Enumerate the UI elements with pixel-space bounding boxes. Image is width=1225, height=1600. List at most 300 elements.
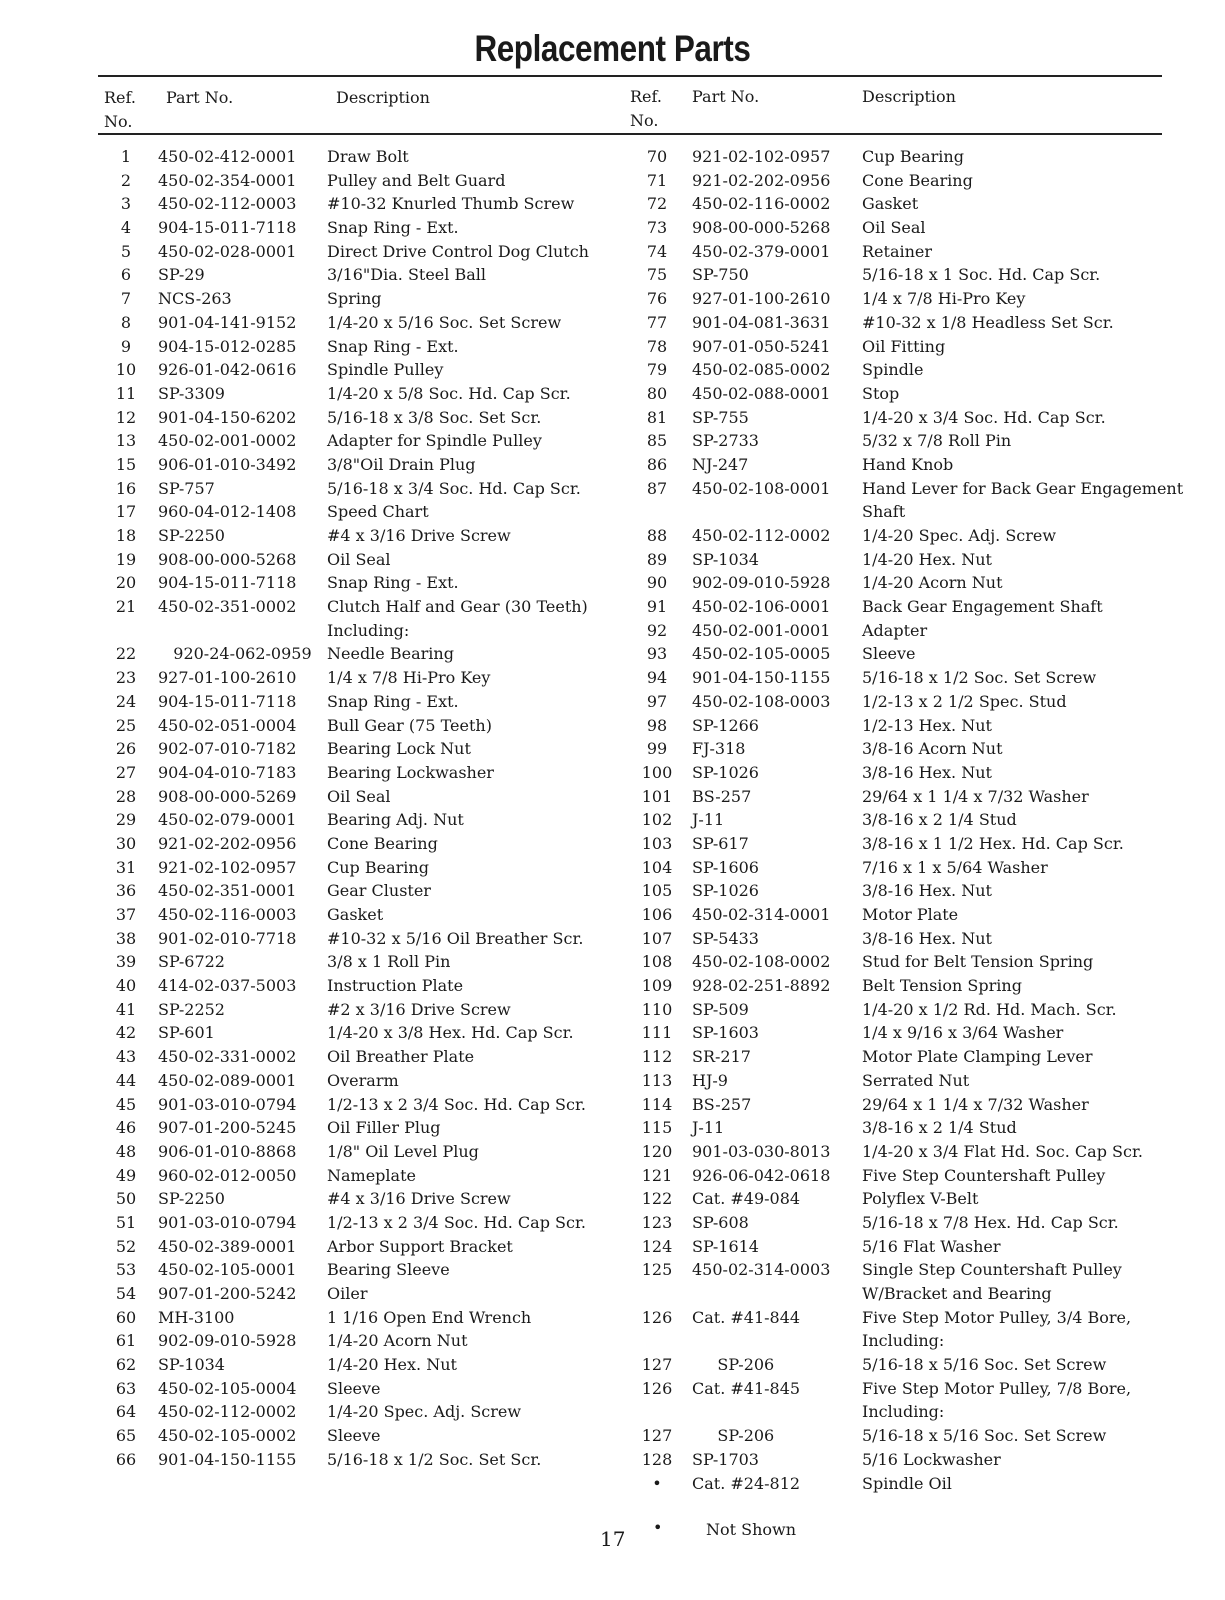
part-number: 450-02-001-0002: [158, 431, 297, 451]
table-row: [106, 690, 616, 714]
part-number: J-11: [692, 1118, 725, 1138]
part-description: Retainer: [862, 241, 933, 261]
ref-number: 81: [646, 407, 668, 427]
part-number: 904-04-010-7183: [158, 762, 297, 782]
ref-number: 114: [641, 1094, 673, 1114]
part-description: Bearing Adj. Nut: [327, 810, 464, 830]
part-description: 1/4-20 Acorn Nut: [327, 1331, 468, 1351]
part-number: 926-01-042-0616: [158, 360, 297, 380]
part-description: Bull Gear (75 Teeth): [327, 715, 492, 735]
ref-number: 101: [641, 786, 673, 806]
table-row: [634, 619, 1194, 643]
ref-number: 80: [646, 383, 668, 403]
part-number: 450-02-314-0001: [692, 905, 831, 924]
part-description: Cone Bearing: [862, 170, 973, 190]
ref-number: 60: [115, 1307, 137, 1327]
ref-number: 31: [115, 857, 137, 877]
table-row: [634, 927, 1194, 951]
table-row: [106, 1448, 616, 1472]
part-number: MH-3100: [158, 1307, 235, 1327]
part-number: 927-01-100-2610: [692, 289, 831, 309]
part-number: 960-04-012-1408: [158, 502, 297, 522]
part-number: SP-1703: [692, 1449, 759, 1469]
part-description: Cup Bearing: [327, 857, 429, 877]
ref-number: 106: [641, 905, 673, 924]
part-number: 450-02-105-0001: [158, 1260, 297, 1280]
table-row: [106, 145, 616, 169]
part-number: 921-02-102-0957: [692, 147, 831, 166]
ref-number: •: [652, 1473, 662, 1493]
table-row: [106, 1377, 616, 1401]
part-description: Arbor Support Bracket: [327, 1236, 513, 1256]
part-description: Bearing Lock Nut: [327, 739, 471, 759]
part-description: Including:: [327, 620, 410, 640]
part-description: 1/2-13 x 2 3/4 Soc. Hd. Cap Scr.: [327, 1094, 586, 1114]
part-description: 1/4 x 9/16 x 3/64 Washer: [862, 1023, 1064, 1043]
ref-number: 109: [641, 976, 673, 996]
table-row: [106, 1258, 616, 1282]
part-number: 450-02-379-0001: [692, 241, 831, 261]
ref-label: Ref.: [104, 88, 136, 107]
part-description: 1 1/16 Open End Wrench: [327, 1307, 532, 1327]
part-number: SP-1614: [692, 1236, 759, 1256]
table-row: [106, 1187, 616, 1211]
table-row: [634, 524, 1194, 548]
table-row: [106, 1045, 616, 1069]
ref-number: 20: [115, 573, 137, 593]
part-description: 29/64 x 1 1/4 x 7/32 Washer: [862, 786, 1089, 806]
ref-number: 2: [120, 170, 132, 190]
part-description: 7/16 x 1 x 5/64 Washer: [862, 857, 1048, 877]
ref-number: 37: [115, 905, 137, 924]
part-description: 1/2-13 x 2 1/2 Spec. Stud: [862, 691, 1067, 711]
ref-number: 16: [115, 478, 137, 498]
part-description: 5/16-18 x 1/2 Soc. Set Scr.: [327, 1449, 542, 1469]
part-number: 908-00-000-5268: [692, 218, 831, 238]
table-row: [634, 358, 1194, 382]
part-description: 5/16-18 x 3/4 Soc. Hd. Cap Scr.: [327, 478, 581, 498]
table-row: [634, 1116, 1194, 1140]
table-row: [106, 169, 616, 193]
ref-number: 127: [641, 1355, 673, 1375]
table-row: [634, 1093, 1194, 1117]
ref-number: 6: [120, 265, 132, 285]
part-description: 3/8-16 x 1 1/2 Hex. Hd. Cap Scr.: [862, 833, 1124, 853]
part-description: Instruction Plate: [327, 976, 464, 996]
ref-number: 112: [641, 1047, 673, 1067]
part-number: 904-15-011-7118: [158, 691, 297, 711]
ref-number: 27: [115, 762, 137, 782]
table-row: [106, 240, 616, 264]
part-number: 450-02-112-0002: [692, 526, 831, 545]
part-description: Needle Bearing: [327, 644, 454, 664]
part-number: 450-02-412-0001: [158, 147, 297, 166]
part-number: 902-09-010-5928: [158, 1331, 297, 1351]
part-number: 450-02-354-0001: [158, 170, 297, 190]
table-row: [106, 1211, 616, 1235]
ref-number: 100: [641, 762, 673, 782]
ref-number: 77: [646, 312, 668, 332]
table-row: [106, 879, 616, 903]
table-row: [106, 595, 616, 619]
part-number: 450-02-106-0001: [692, 597, 831, 617]
part-number: SP-1603: [692, 1023, 759, 1043]
table-row: [634, 335, 1194, 359]
table-row: [634, 311, 1194, 335]
table-row: [634, 1448, 1194, 1472]
part-number: 921-02-102-0957: [158, 857, 297, 877]
part-description: 5/16 Lockwasher: [862, 1449, 1001, 1469]
part-description: Snap Ring - Ext.: [327, 218, 459, 238]
ref-number: 7: [120, 289, 132, 309]
ref-number: 50: [115, 1189, 137, 1209]
part-number: Cat. #24-812: [692, 1473, 801, 1493]
ref-number: 88: [646, 526, 668, 545]
part-number: 450-02-314-0003: [692, 1260, 831, 1280]
ref-number: 73: [646, 218, 668, 238]
part-description: Including:: [862, 1331, 945, 1351]
part-number: SP-750: [692, 265, 749, 285]
table-row: [634, 1306, 1194, 1330]
table-row: [634, 666, 1194, 690]
ref-number: 17: [115, 502, 137, 522]
ref-number: 111: [641, 1023, 673, 1043]
part-description: Serrated Nut: [862, 1070, 970, 1090]
ref-number: 24: [115, 691, 137, 711]
ref-number: 113: [641, 1070, 673, 1090]
part-number: 450-02-116-0003: [158, 905, 297, 924]
part-number: 450-02-079-0001: [158, 810, 297, 830]
table-row: [106, 335, 616, 359]
table-row: [106, 382, 616, 406]
table-row: [106, 1424, 616, 1448]
part-description: 1/4 x 7/8 Hi-Pro Key: [327, 668, 491, 688]
table-row: [634, 1211, 1194, 1235]
ref-number: 18: [115, 526, 137, 545]
ref-number: 93: [646, 644, 668, 664]
part-description: Overarm: [327, 1070, 399, 1090]
table-row: [634, 145, 1194, 169]
part-description: Adapter: [862, 620, 928, 640]
table-row: [106, 808, 616, 832]
ref-number: 110: [641, 999, 673, 1019]
table-row: [106, 1235, 616, 1259]
part-description: Hand Lever for Back Gear Engagement: [862, 478, 1184, 498]
table-row: [106, 1353, 616, 1377]
part-description: Snap Ring - Ext.: [327, 336, 459, 356]
not-shown-bullet: •: [653, 1518, 663, 1537]
part-description: Snap Ring - Ext.: [327, 691, 459, 711]
part-number: SP-3309: [158, 383, 225, 403]
part-number: SP-601: [158, 1023, 215, 1043]
ref-number: 52: [115, 1236, 137, 1256]
ref-number: 45: [115, 1094, 137, 1114]
part-number: 921-02-202-0956: [692, 170, 831, 190]
ref-number: 41: [115, 999, 137, 1019]
part-number: 921-02-202-0956: [158, 833, 297, 853]
part-description: 1/4-20 Hex. Nut: [327, 1355, 457, 1375]
part-description: #10-32 x 5/16 Oil Breather Scr.: [327, 928, 584, 948]
part-description: Motor Plate Clamping Lever: [862, 1047, 1093, 1067]
part-description: 1/2-13 Hex. Nut: [862, 715, 992, 735]
part-description: Sleeve: [327, 1426, 381, 1446]
left-desc-header: Description: [336, 88, 430, 107]
part-number: 450-02-108-0001: [692, 478, 831, 498]
ref-number: 72: [646, 194, 668, 214]
table-row: [634, 1164, 1194, 1188]
part-number: SP-2252: [158, 999, 225, 1019]
part-description: 1/4-20 Acorn Nut: [862, 573, 1003, 593]
table-row: [106, 737, 616, 761]
table-row: [634, 1021, 1194, 1045]
part-description: Spindle: [862, 360, 924, 380]
part-description: 3/8"Oil Drain Plug: [327, 454, 476, 474]
ref-number: 64: [115, 1402, 137, 1422]
table-row: [634, 571, 1194, 595]
table-row: [106, 998, 616, 1022]
table-row: [634, 1140, 1194, 1164]
part-number: SP-1266: [692, 715, 759, 735]
part-description: Bearing Lockwasher: [327, 762, 494, 782]
right-ref-header: [630, 85, 662, 133]
part-number: 450-02-051-0004: [158, 715, 297, 735]
part-number: SP-608: [692, 1212, 749, 1232]
part-number: SP-2733: [692, 431, 759, 451]
table-row: [634, 1329, 1194, 1353]
part-description: Oil Seal: [327, 786, 391, 806]
ref-number: 108: [641, 952, 673, 972]
part-number: SP-757: [158, 478, 215, 498]
part-number: 928-02-251-8892: [692, 976, 831, 996]
left-parts-column: [106, 145, 616, 1472]
part-number: SP-509: [692, 999, 749, 1019]
not-shown-note: Not Shown: [706, 1520, 797, 1539]
table-row: [634, 690, 1194, 714]
ref-number: 1: [120, 147, 132, 166]
ref-number: 21: [115, 597, 137, 617]
table-row: [634, 950, 1194, 974]
part-description: 5/16-18 x 1 Soc. Hd. Cap Scr.: [862, 265, 1101, 285]
part-description: #4 x 3/16 Drive Screw: [327, 1189, 511, 1209]
ref-number: 39: [115, 952, 137, 972]
table-row: [634, 429, 1194, 453]
ref-number: 53: [115, 1260, 137, 1280]
ref-number: 61: [115, 1331, 137, 1351]
table-row: [634, 1282, 1194, 1306]
ref-number: 46: [115, 1118, 137, 1138]
part-number: 450-02-089-0001: [158, 1070, 297, 1090]
part-number: 904-15-012-0285: [158, 336, 297, 356]
part-number: SP-1026: [692, 762, 759, 782]
table-row: [106, 1116, 616, 1140]
ref-number: 71: [646, 170, 668, 190]
table-row: [634, 263, 1194, 287]
ref-number: 125: [641, 1260, 673, 1280]
ref-number: 30: [115, 833, 137, 853]
part-number: 908-00-000-5268: [158, 549, 297, 569]
part-description: 1/4-20 x 3/8 Hex. Hd. Cap Scr.: [327, 1023, 574, 1043]
part-number: FJ-318: [692, 739, 746, 759]
part-number: 450-02-105-0002: [158, 1426, 297, 1446]
ref-number: 23: [115, 668, 137, 688]
left-part-header: Part No.: [166, 88, 234, 107]
part-number: J-11: [692, 810, 725, 830]
ref-number: 105: [641, 881, 673, 901]
ref-number: 126: [641, 1307, 673, 1327]
ref-number: 65: [115, 1426, 137, 1446]
part-description: 1/4-20 x 3/4 Flat Hd. Soc. Cap Scr.: [862, 1141, 1143, 1161]
no-label: No.: [104, 112, 133, 131]
no-label: No.: [630, 111, 659, 130]
part-number: BS-257: [692, 786, 752, 806]
right-part-header: Part No.: [692, 87, 760, 106]
part-description: 5/16-18 x 1/2 Soc. Set Screw: [862, 668, 1097, 688]
part-description: 1/4-20 x 3/4 Soc. Hd. Cap Scr.: [862, 407, 1106, 427]
table-row: [634, 216, 1194, 240]
table-row: [634, 974, 1194, 998]
part-number: SP-206: [692, 1355, 775, 1375]
part-description: Spring: [327, 289, 382, 309]
ref-number: 97: [646, 691, 668, 711]
table-row: [106, 832, 616, 856]
table-row: [634, 903, 1194, 927]
ref-number: 79: [646, 360, 668, 380]
table-row: [106, 903, 616, 927]
ref-number: 44: [115, 1070, 137, 1090]
part-number: 901-04-150-1155: [692, 668, 831, 688]
table-row: [634, 1424, 1194, 1448]
table-row: [634, 879, 1194, 903]
ref-number: 36: [115, 881, 137, 901]
table-row: [106, 1164, 616, 1188]
part-description: #10-32 x 1/8 Headless Set Scr.: [862, 312, 1114, 332]
part-number: 906-01-010-8868: [158, 1141, 297, 1161]
part-description: 3/8-16 Acorn Nut: [862, 739, 1003, 759]
part-description: #2 x 3/16 Drive Screw: [327, 999, 511, 1019]
table-row: [634, 169, 1194, 193]
top-rule: [98, 75, 1162, 77]
table-row: [106, 500, 616, 524]
ref-number: 92: [646, 620, 668, 640]
table-row: [106, 1329, 616, 1353]
part-description: 5/16-18 x 5/16 Soc. Set Screw: [862, 1355, 1107, 1375]
part-description: 1/4-20 Spec. Adj. Screw: [862, 526, 1057, 545]
part-description: 1/4-20 Hex. Nut: [862, 549, 992, 569]
part-description: Sleeve: [862, 644, 916, 664]
ref-number: 74: [646, 241, 668, 261]
table-row: [634, 477, 1194, 501]
part-number: SP-2250: [158, 1189, 225, 1209]
table-row: [634, 737, 1194, 761]
table-row: [106, 1400, 616, 1424]
part-description: 1/4 x 7/8 Hi-Pro Key: [862, 289, 1026, 309]
table-row: [634, 832, 1194, 856]
part-description: Adapter for Spindle Pulley: [327, 431, 542, 451]
part-description: 5/32 x 7/8 Roll Pin: [862, 431, 1012, 451]
table-row: [634, 785, 1194, 809]
part-number: 450-02-112-0003: [158, 194, 297, 214]
part-description: 3/8 x 1 Roll Pin: [327, 952, 451, 972]
part-number: 926-06-042-0618: [692, 1165, 831, 1185]
part-number: SP-1034: [158, 1355, 225, 1375]
ref-number: 42: [115, 1023, 137, 1043]
table-row: [634, 856, 1194, 880]
table-row: [106, 1069, 616, 1093]
table-row: [106, 1282, 616, 1306]
table-row: [106, 216, 616, 240]
table-row: [106, 666, 616, 690]
part-number: SP-5433: [692, 928, 759, 948]
part-description: #4 x 3/16 Drive Screw: [327, 526, 511, 545]
table-row: [106, 429, 616, 453]
ref-number: 102: [641, 810, 673, 830]
ref-number: 10: [115, 360, 137, 380]
part-description: Draw Bolt: [327, 147, 409, 166]
part-description: Oil Fitting: [862, 336, 946, 356]
part-description: 1/4-20 x 5/8 Soc. Hd. Cap Scr.: [327, 383, 571, 403]
ref-number: 19: [115, 549, 137, 569]
part-number: 906-01-010-3492: [158, 454, 297, 474]
right-parts-column: [634, 145, 1194, 1495]
ref-number: 5: [120, 241, 132, 261]
ref-number: 75: [646, 265, 668, 285]
part-description: Stud for Belt Tension Spring: [862, 952, 1094, 972]
part-number: 907-01-050-5241: [692, 336, 831, 356]
part-number: 450-02-351-0002: [158, 597, 297, 617]
part-number: 450-02-088-0001: [692, 383, 831, 403]
part-description: Cup Bearing: [862, 147, 964, 166]
part-description: 3/8-16 x 2 1/4 Stud: [862, 1118, 1017, 1138]
part-description: Oil Seal: [327, 549, 391, 569]
part-description: Nameplate: [327, 1165, 416, 1185]
part-description: Clutch Half and Gear (30 Teeth): [327, 597, 588, 617]
part-description: Bearing Sleeve: [327, 1260, 450, 1280]
part-description: 1/4-20 x 5/16 Soc. Set Screw: [327, 312, 562, 332]
table-row: [106, 406, 616, 430]
table-row: [106, 927, 616, 951]
part-description: 5/16 Flat Washer: [862, 1236, 1001, 1256]
part-number: 450-02-085-0002: [692, 360, 831, 380]
ref-number: 90: [646, 573, 668, 593]
table-row: [106, 548, 616, 572]
ref-number: 78: [646, 336, 668, 356]
part-description: 29/64 x 1 1/4 x 7/32 Washer: [862, 1094, 1089, 1114]
ref-number: 87: [646, 478, 668, 498]
table-row: [634, 406, 1194, 430]
part-description: Five Step Motor Pulley, 7/8 Bore,: [862, 1378, 1132, 1398]
ref-number: 3: [120, 194, 132, 214]
table-row: [106, 311, 616, 335]
ref-number: 28: [115, 786, 137, 806]
part-number: 450-02-108-0003: [692, 691, 831, 711]
ref-number: 91: [646, 597, 668, 617]
part-description: Direct Drive Control Dog Clutch: [327, 241, 589, 261]
part-description: Sleeve: [327, 1378, 381, 1398]
part-number: 907-01-200-5242: [158, 1284, 297, 1303]
part-description: 1/8" Oil Level Plug: [327, 1141, 479, 1161]
part-number: 902-09-010-5928: [692, 573, 831, 593]
part-number: 450-02-105-0004: [158, 1378, 297, 1398]
part-number: 904-15-011-7118: [158, 218, 297, 238]
ref-number: 126: [641, 1378, 673, 1398]
part-description: Five Step Motor Pulley, 3/4 Bore,: [862, 1307, 1132, 1327]
part-description: Pulley and Belt Guard: [327, 170, 506, 190]
part-description: Snap Ring - Ext.: [327, 573, 459, 593]
part-number: 901-04-150-6202: [158, 407, 297, 427]
part-description: 1/4-20 x 1/2 Rd. Hd. Mach. Scr.: [862, 999, 1117, 1019]
part-number: SP-2250: [158, 526, 225, 545]
table-row: [634, 1377, 1194, 1401]
